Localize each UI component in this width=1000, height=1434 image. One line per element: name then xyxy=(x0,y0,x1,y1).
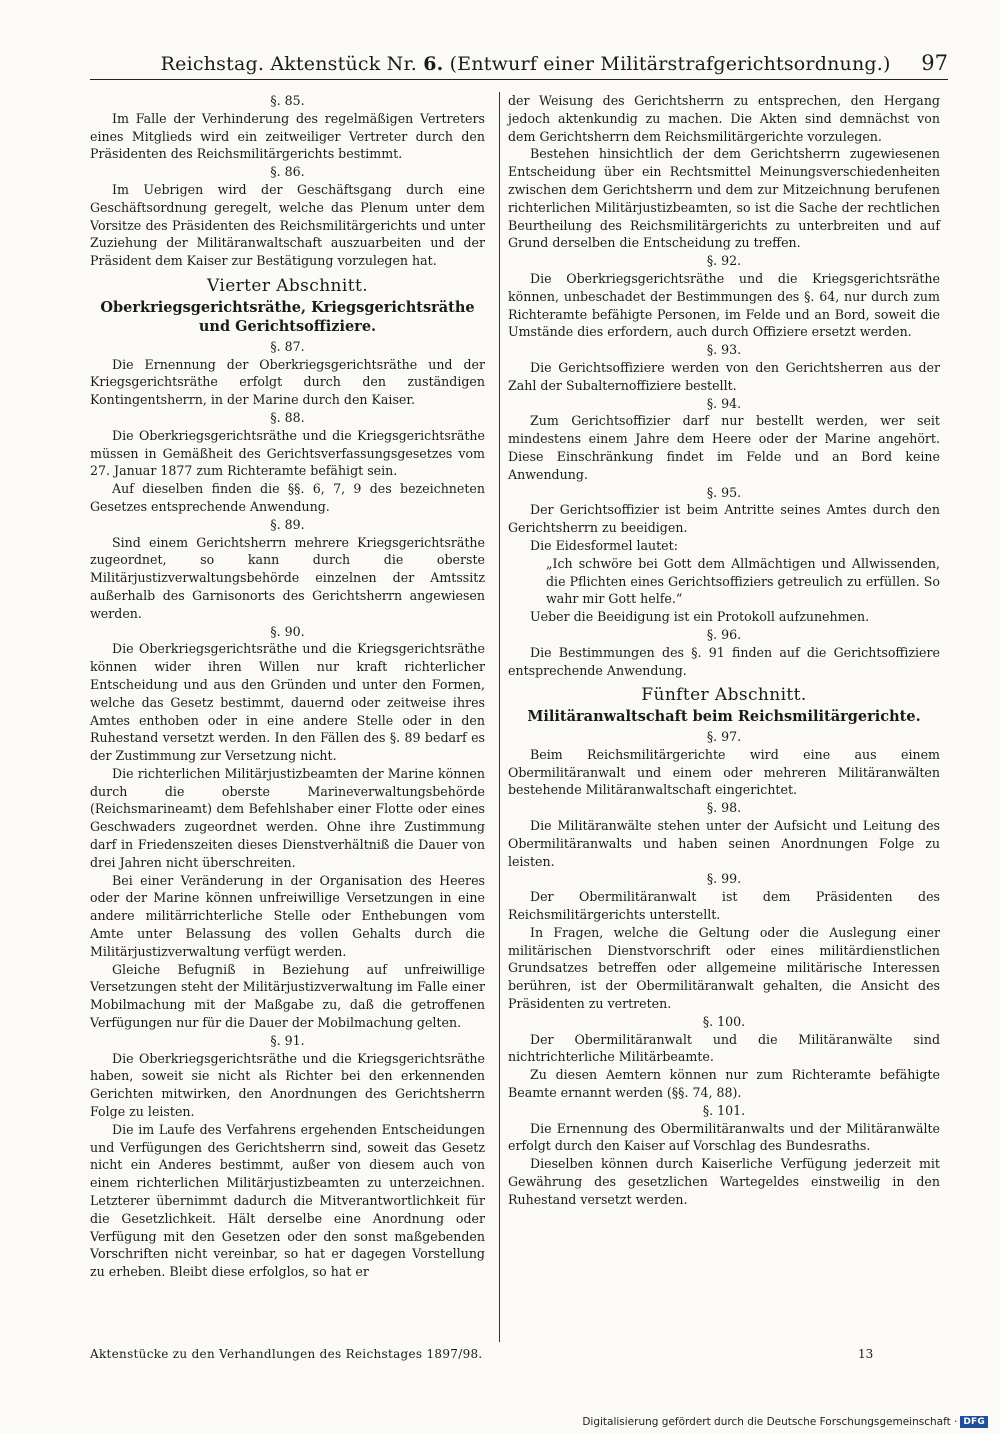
chapter-heading: Vierter Abschnitt. xyxy=(206,275,369,296)
section-heading: §. 99. xyxy=(706,871,742,887)
paragraph: Die Oberkriegsgerichtsräthe und die Kriegsgerichtsräthe können wider ihren Willen nur kraft richterlicher Entscheidung und aus den Gründen und unter den Formen, welche das Gesetz bestimmt, dauernd oder zeitweise ihres Amtes enthoben oder in eine andere Stelle oder in den Ruhestand versetzt werden. In den Fällen des §. 89 bedarf es der Zustimmung zur Versetzung nicht. xyxy=(90,641,485,764)
digitization-credit xyxy=(582,1416,988,1428)
paragraph: Die Gerichtsoffiziere werden von den Gerichtsherren aus der Zahl der Subalternoffiziere bestellt. xyxy=(508,359,940,393)
section-heading: §. 97. xyxy=(706,729,742,745)
section-heading: §. 96. xyxy=(706,626,742,642)
section-heading: §. 86. xyxy=(270,164,305,180)
section-heading: §. 98. xyxy=(706,800,742,816)
paragraph: Sind einem Gerichtsherrn mehrere Kriegsgerichtsräthe zugeordnet, so kann durch die oberste Militärjustizverwaltungsbehörde einzelnen der Amtssitz außerhalb des Garnisonorts des Gerichtsherrn angewiesen werden. xyxy=(90,534,485,621)
paragraph: Ueber die Beeidigung ist ein Protokoll aufzunehmen. xyxy=(530,609,870,625)
paragraph: Die Militäranwälte stehen unter der Aufsicht und Leitung des Obermilitäranwalts und haben seinen Anordnungen Folge zu leisten. xyxy=(508,818,940,869)
section-heading: §. 92. xyxy=(706,253,742,269)
dfg-logo: DFG xyxy=(960,1416,988,1428)
credit-text: Digitalisierung gefördert durch die Deutsche Forschungsgemeinschaft · xyxy=(582,1416,958,1428)
header-title-part: (Entwurf einer Militärstrafgerichtsordnung.) xyxy=(443,53,891,75)
column-divider xyxy=(499,92,500,1342)
paragraph: Im Uebrigen wird der Geschäftsgang durch eine Geschäftsordnung geregelt, welche das Plenum unter dem Vorsitze des Präsidenten des Reichsmilitärgerichts und unter Zuziehung der Militäranwaltschaft auszuarbeiten und der Präsident dem Kaiser zur Bestätigung vorzulegen hat. xyxy=(90,181,485,269)
paragraph: Die richterlichen Militärjustizbeamten der Marine können durch die oberste Marineverwaltungsbehörde (Reichsmarineamt) dem Befehlshaber einer Flotte oder eines Geschwaders zugeordnet werden. Ohne ihre Zustimmung darf in Friedenszeiten dieses Dienstverhältniß die Dauer von drei Jahren nicht überschreiten. xyxy=(90,765,485,870)
paragraph: Dieselben können durch Kaiserliche Verfügung jederzeit mit Gewährung des gesetzlichen Wartegeldes einstweilig in den Ruhestand versetzt werden. xyxy=(508,1156,940,1207)
paragraph: Die Bestimmungen des §. 91 finden auf die Gerichtsoffiziere entsprechende Anwendung. xyxy=(508,644,940,678)
paragraph: Gleiche Befugniß in Beziehung auf unfreiwillige Versetzungen steht der Militärjustizverwaltung im Falle einer Mobilmachung mit der Maßgabe zu, daß die getroffenen Verfügungen nur für die Dauer der Mobilmachung gelten. xyxy=(90,961,485,1031)
paragraph: Die Oberkriegsgerichtsräthe und die Kriegsgerichtsräthe müssen in Gemäßheit des Gerichtsverfassungsgesetzes vom 27. Januar 1877 zum Richteramte befähigt sein. xyxy=(90,427,485,479)
paragraph: Die Ernennung des Obermilitäranwalts und der Militäranwälte erfolgt durch den Kaiser auf Vorschlag des Bundesraths. xyxy=(508,1120,940,1154)
left-column xyxy=(90,92,485,1281)
chapter-heading: Fünfter Abschnitt. xyxy=(641,685,807,706)
paragraph: Zum Gerichtsoffizier darf nur bestellt werden, wer seit mindestens einem Jahre dem Heere oder der Marine angehört. Diese Einschränkung findet im Felde und an Bord keine Anwendung. xyxy=(508,413,940,482)
paragraph: Bestehen hinsichtlich der dem Gerichtsherrn zugewiesenen Entscheidung über ein Rechtsmittel Meinungsverschiedenheiten zwischen dem Gerichtsherrn und dem zur Mitzeichnung berufenen richterlichen Militärjustizbeamten, so ist die Sache der rechtlichen Beurtheilung des Reichsmilitärgerichts zu unterbreiten und auf Grund derselben die Entscheidung zu treffen. xyxy=(508,146,940,251)
paragraph: der Weisung des Gerichtsherrn zu entsprechen, den Hergang jedoch aktenkundig zu machen. Die Akten sind demnächst von dem Gerichtsherrn dem Reichsmilitärgerichte vorzulegen. xyxy=(508,93,940,144)
oath-formula: „Ich schwöre bei Gott dem Allmächtigen und Allwissenden, die Pflichten eines Gerichtsoffiziers getreulich zu erfüllen. So wahr mir Gott helfe.“ xyxy=(546,555,940,607)
running-header xyxy=(90,40,948,80)
paragraph: Die Oberkriegsgerichtsräthe und die Kriegsgerichtsräthe können, unbeschadet der Bestimmungen des §. 64, nur durch zum Richteramte befähigte Personen, im Felde und an Bord, soweit die Umstände dies erfordern, auch durch Offiziere ersetzt werden. xyxy=(508,270,940,340)
page-number: 97 xyxy=(921,51,948,75)
chapter-title: Oberkriegsgerichtsräthe, Kriegsgerichtsräthe und Gerichtsoffiziere. xyxy=(100,298,475,335)
section-heading: §. 85. xyxy=(270,93,305,108)
sheet-number: 13 xyxy=(858,1347,874,1361)
section-heading: §. 89. xyxy=(270,516,305,532)
header-title-part: Reichstag. Aktenstück Nr. xyxy=(160,53,424,75)
section-heading: §. 94. xyxy=(706,395,742,411)
paragraph: Die im Laufe des Verfahrens ergehenden Entscheidungen und Verfügungen des Gerichtsherrn sind, soweit das Gesetz nicht ein Anderes bestimmt, außer von diesem auch von einem richterlichen Militärjustizbeamten zu unterzeichnen. Letzterer übernimmt dadurch die Mitverantwortlichkeit für die Gesetzlichkeit. Hält derselbe eine Anordnung oder Verfügung mit den Gesetzen oder den sonst maßgebenden Vorschriften nicht vereinbar, so hat er dagegen Vorstellung zu erheben. Bleibt diese erfolglos, so hat er xyxy=(90,1121,485,1280)
paragraph: Der Obermilitäranwalt ist dem Präsidenten des Reichsmilitärgerichts unterstellt. xyxy=(508,889,940,923)
paragraph: Der Gerichtsoffizier ist beim Antritte seines Amtes durch den Gerichtsherrn zu beeidigen. xyxy=(508,502,940,536)
paragraph: Auf dieselben finden die §§. 6, 7, 9 des bezeichneten Gesetzes entsprechende Anwendung. xyxy=(90,481,485,514)
paragraph: In Fragen, welche die Geltung oder die Auslegung einer militärischen Dienstvorschrift oder eines militärdienstlichen Grundsatzes betreffen oder allgemeine militärische Interessen berühren, ist der Obermilitäranwalt gehalten, die Ansicht des Präsidenten zu vertreten. xyxy=(508,924,940,1012)
paragraph: Im Falle der Verhinderung des regelmäßigen Vertreters eines Mitglieds wird ein zeitweiliger Vertreter durch den Präsidenten des Reichsmilitärgerichts bestimmt. xyxy=(90,110,485,162)
paragraph: Die Oberkriegsgerichtsräthe und die Kriegsgerichtsräthe haben, soweit sie nicht als Richter bei den erkennenden Gerichten mitwirken, den Anordnungen des Gerichtsherrn Folge zu leisten. xyxy=(90,1050,485,1120)
paragraph: Beim Reichsmilitärgerichte wird eine aus einem Obermilitäranwalt und einem oder mehreren Militäranwälten bestehende Militäranwaltschaft eingerichtet. xyxy=(508,746,940,798)
section-heading: §. 101. xyxy=(702,1102,746,1118)
header-document-number: 6. xyxy=(423,53,444,75)
chapter-title: Militäranwaltschaft beim Reichsmilitärgerichte. xyxy=(527,708,921,726)
section-heading: §. 88. xyxy=(270,409,305,425)
paragraph: Bei einer Veränderung in der Organisation des Heeres oder der Marine können unfreiwillige Versetzungen in eine andere militärrichterliche Stelle oder Enthebungen vom Amte unter Belassung des vollen Gehalts durch die Militärjustizverwaltung verfügt werden. xyxy=(90,872,485,959)
section-heading: §. 90. xyxy=(270,623,305,639)
paragraph: Die Eidesformel lautet: xyxy=(530,537,678,553)
right-column xyxy=(508,92,940,1209)
paragraph: Die Ernennung der Oberkriegsgerichtsräthe und der Kriegsgerichtsräthe erfolgt durch den zuständigen Kontingentsherrn, in der Marine durch den Kaiser. xyxy=(90,356,485,408)
section-heading: §. 87. xyxy=(270,338,305,354)
footer-note: Aktenstücke zu den Verhandlungen des Reichstages 1897/98. xyxy=(90,1347,483,1361)
paragraph: Der Obermilitäranwalt und die Militäranwälte sind nichtrichterliche Militärbeamte. xyxy=(508,1031,940,1065)
section-heading: §. 100. xyxy=(702,1013,746,1029)
section-heading: §. 95. xyxy=(706,484,742,500)
section-heading: §. 93. xyxy=(706,342,742,358)
paragraph: Zu diesen Aemtern können nur zum Richteramte befähigte Beamte ernannt werden (§§. 74, 88). xyxy=(508,1067,940,1101)
section-heading: §. 91. xyxy=(270,1032,305,1048)
header-title xyxy=(130,53,921,75)
